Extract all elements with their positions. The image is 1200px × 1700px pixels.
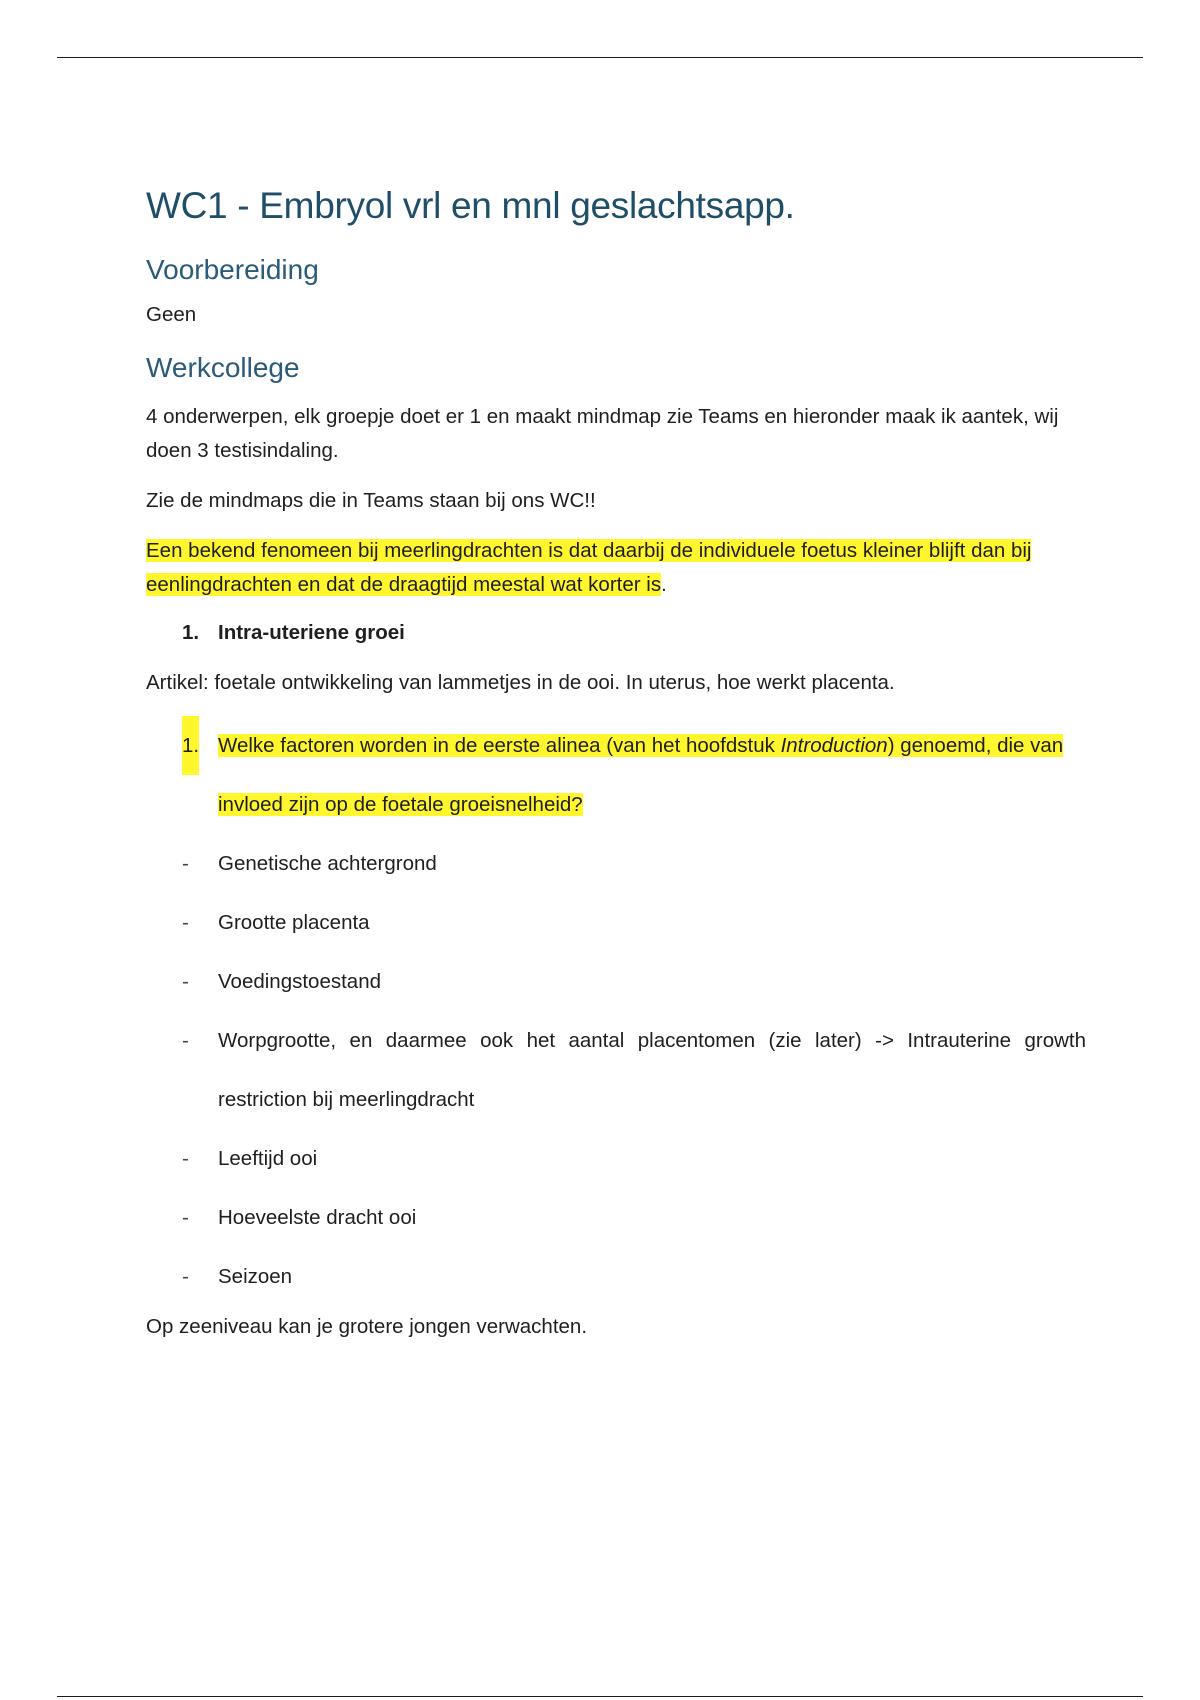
list-item <box>146 952 1086 1011</box>
bullet-marker: - <box>182 852 189 875</box>
factor-list <box>146 834 1086 1306</box>
factor-text: Voedingstoestand <box>218 970 381 993</box>
question-text-before: Welke factoren worden in de eerste alinea (van het hoofdstuk <box>218 734 781 757</box>
bullet-marker: - <box>182 1265 189 1288</box>
question-number: 1. <box>182 716 199 775</box>
factor-text: Hoeveelste dracht ooi <box>218 1206 417 1229</box>
topic-title: Intra-uteriene groei <box>218 621 405 644</box>
document-title: WC1 - Embryol vrl en mnl geslachtsapp. <box>146 185 795 226</box>
factor-text: Genetische achtergrond <box>218 852 437 875</box>
factor-text: Grootte placenta <box>218 911 370 934</box>
list-item <box>146 1011 1086 1129</box>
list-item <box>146 1188 1086 1247</box>
list-item <box>146 1129 1086 1188</box>
question-item <box>146 716 1086 834</box>
teams-note: Zie de mindmaps die in Teams staan bij ons WC!! <box>146 489 596 512</box>
header-rule <box>57 57 1143 58</box>
highlighted-paragraph <box>146 534 1086 602</box>
question-text-after: ) genoemd, die van invloed zijn op de foetale groeisnelheid? <box>218 734 1064 816</box>
topic-heading <box>146 616 1086 650</box>
factor-text: Worpgrootte, en daarmee ook het aantal placentomen (zie later) -> Intrauterine growth restriction bij meerlingdracht <box>218 1029 1086 1111</box>
article-note: Artikel: foetale ontwikkeling van lammetjes in de ooi. In uterus, hoe werkt placenta. <box>146 671 895 694</box>
highlight-period: . <box>661 573 667 596</box>
bullet-marker: - <box>182 1029 189 1052</box>
factor-text: Leeftijd ooi <box>218 1147 318 1170</box>
footer-rule <box>57 1696 1143 1697</box>
heading-voorbereiding: Voorbereiding <box>146 254 319 285</box>
question-text-italic: Introduction <box>780 734 888 757</box>
heading-werkcollege: Werkcollege <box>146 352 300 383</box>
list-item <box>146 893 1086 952</box>
list-item <box>146 1247 1086 1306</box>
bullet-marker: - <box>182 911 189 934</box>
highlighted-text: Een bekend fenomeen bij meerlingdrachten is dat daarbij de individuele foetus kleiner blijft dan bij eenlingdrachten en dat de draagtijd meestal wat korter is <box>146 539 1032 596</box>
closing-text: Op zeeniveau kan je grotere jongen verwachten. <box>146 1315 588 1338</box>
factor-text: Seizoen <box>218 1265 293 1288</box>
bullet-marker: - <box>182 970 189 993</box>
document-body <box>146 180 1086 1344</box>
list-item <box>146 834 1086 893</box>
topic-number: 1. <box>182 621 200 644</box>
bullet-marker: - <box>182 1206 189 1229</box>
bullet-marker: - <box>182 1147 189 1170</box>
question-text <box>218 734 1063 816</box>
voorbereiding-text: Geen <box>146 303 197 326</box>
werkcollege-intro: 4 onderwerpen, elk groepje doet er 1 en maakt mindmap zie Teams en hieronder maak ik aantek, wij doen 3 testisindaling. <box>146 405 1059 462</box>
